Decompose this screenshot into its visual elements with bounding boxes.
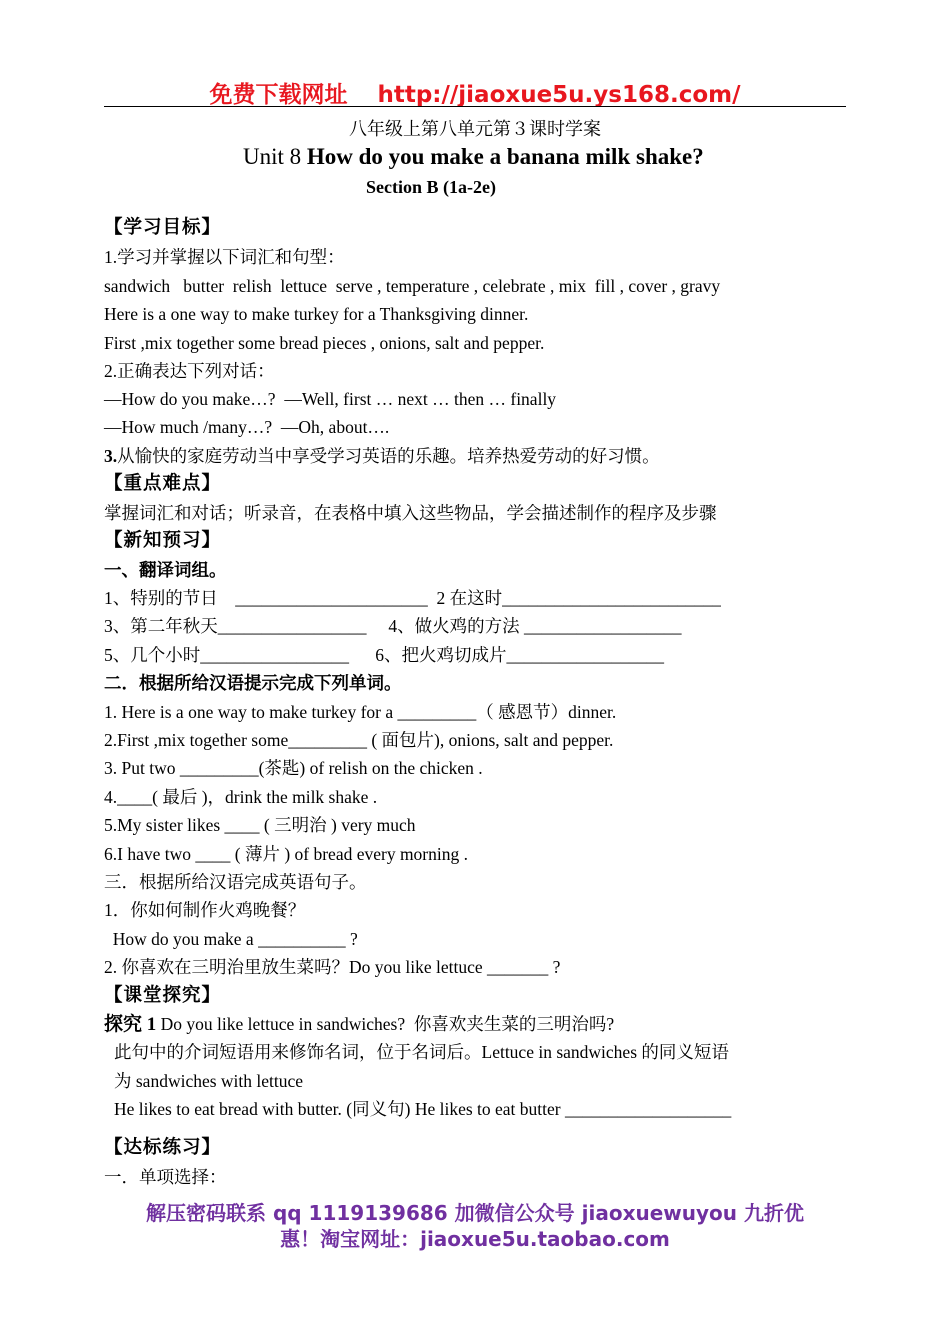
unit-title-text: How do you make a banana milk shake? — [306, 144, 704, 169]
preview-part-3: 三．根据所给汉语完成英语句子。 — [104, 872, 367, 892]
goals-vocab: sandwich butter relish lettuce serve , temperature , celebrate , mix fill , cover , gravy — [104, 276, 721, 296]
word-question-6: 6.I have two ____ ( 薄片 ) of bread every morning . — [104, 844, 468, 864]
explore-line-3: 为 sandwiches with lettuce — [114, 1071, 304, 1091]
goals-line-3 — [104, 445, 660, 467]
phrase-row-1: 1、特别的节日 ______________________ 2 在这时_________________________ — [104, 588, 721, 608]
header-label: 免费下载网址 — [209, 82, 348, 108]
explore-heading: 【课堂探究】 — [104, 986, 222, 1006]
word-question-1: 1. Here is a one way to make turkey for a _________（ 感恩节）dinner. — [104, 702, 617, 722]
key-text: 掌握词汇和对话；听录音，在表格中填入这些物品，学会描述制作的程序及步骤 — [104, 503, 717, 523]
preview-part-1: 一、翻译词组。 — [104, 560, 227, 580]
goals-line-1: 1.学习并掌握以下词汇和句型： — [104, 247, 345, 267]
footer-line-2[interactable]: 惠！淘宝网址：jiaoxue5u.taobao.com — [280, 1227, 670, 1251]
header-url-link[interactable]: http://jiaoxue5u.ys168.com/ — [377, 82, 741, 108]
sentence-question-1: 1．你如何制作火鸡晚餐？ — [104, 900, 306, 920]
header-divider — [104, 106, 846, 107]
preview-heading: 【新知预习】 — [104, 531, 222, 551]
explore-question: Do you like lettuce in sandwiches? 你喜欢夹生菜的三明治吗? — [156, 1014, 615, 1034]
explore-line-2: 此句中的介词短语用来修饰名词，位于名词后。Lettuce in sandwiches 的同义短语 — [114, 1042, 729, 1062]
unit-prefix: Unit 8 — [243, 144, 307, 169]
goals-sentence-2: First ,mix together some bread pieces , onions, salt and pepper. — [104, 333, 545, 353]
practice-line-1: 一．单项选择： — [104, 1167, 227, 1187]
goals-dialog-2: —How much /many…? —Oh, about…. — [104, 417, 390, 437]
word-question-2: 2.First ,mix together some_________ ( 面包片), onions, salt and pepper. — [104, 730, 614, 750]
goals-heading: 【学习目标】 — [104, 218, 222, 238]
phrase-row-2: 3、第二年秋天_________________ 4、做火鸡的方法 __________________ — [104, 616, 682, 636]
phrase-row-3: 5、几个小时_________________ 6、把火鸡切成片__________________ — [104, 645, 664, 665]
word-question-5: 5.My sister likes ____ ( 三明治 ) very much — [104, 815, 416, 835]
word-question-4: 4.____( 最后 )，drink the milk shake . — [104, 787, 378, 807]
section-title: Section B (1a-2e) — [366, 177, 496, 197]
explore-label: 探究 1 — [104, 1014, 157, 1035]
lesson-title: 八年级上第八单元第３课时学案 — [349, 119, 601, 139]
footer-line-1: 解压密码联系 qq 1119139686 加微信公众号 jiaoxuewuyou 九折优 — [146, 1201, 804, 1225]
key-heading: 【重点难点】 — [104, 474, 222, 494]
goals-dialog-1: —How do you make…? —Well, first … next … then … finally — [104, 389, 557, 409]
goals-sentence-1: Here is a one way to make turkey for a Thanksgiving dinner. — [104, 304, 529, 324]
goals-line-3-number: 3. — [104, 446, 118, 466]
practice-heading: 【达标练习】 — [104, 1138, 222, 1158]
unit-title — [243, 146, 704, 168]
sentence-answer-1: How do you make a __________ ? — [104, 929, 358, 949]
sentence-question-2: 2. 你喜欢在三明治里放生菜吗？Do you like lettuce _______ ? — [104, 957, 561, 977]
download-header — [104, 76, 846, 109]
explore-line-1 — [104, 1013, 614, 1036]
word-question-3: 3. Put two _________(茶匙) of relish on the chicken . — [104, 758, 483, 778]
preview-part-2: 二．根据所给汉语提示完成下列单词。 — [104, 673, 402, 693]
goals-line-2: 2.正确表达下列对话： — [104, 361, 275, 381]
goals-line-3-text: 从愉快的家庭劳动当中享受学习英语的乐趣。培养热爱劳动的好习惯。 — [117, 446, 660, 466]
explore-line-4: He likes to eat bread with butter. (同义句) He likes to eat butter ___________________ — [114, 1099, 732, 1119]
